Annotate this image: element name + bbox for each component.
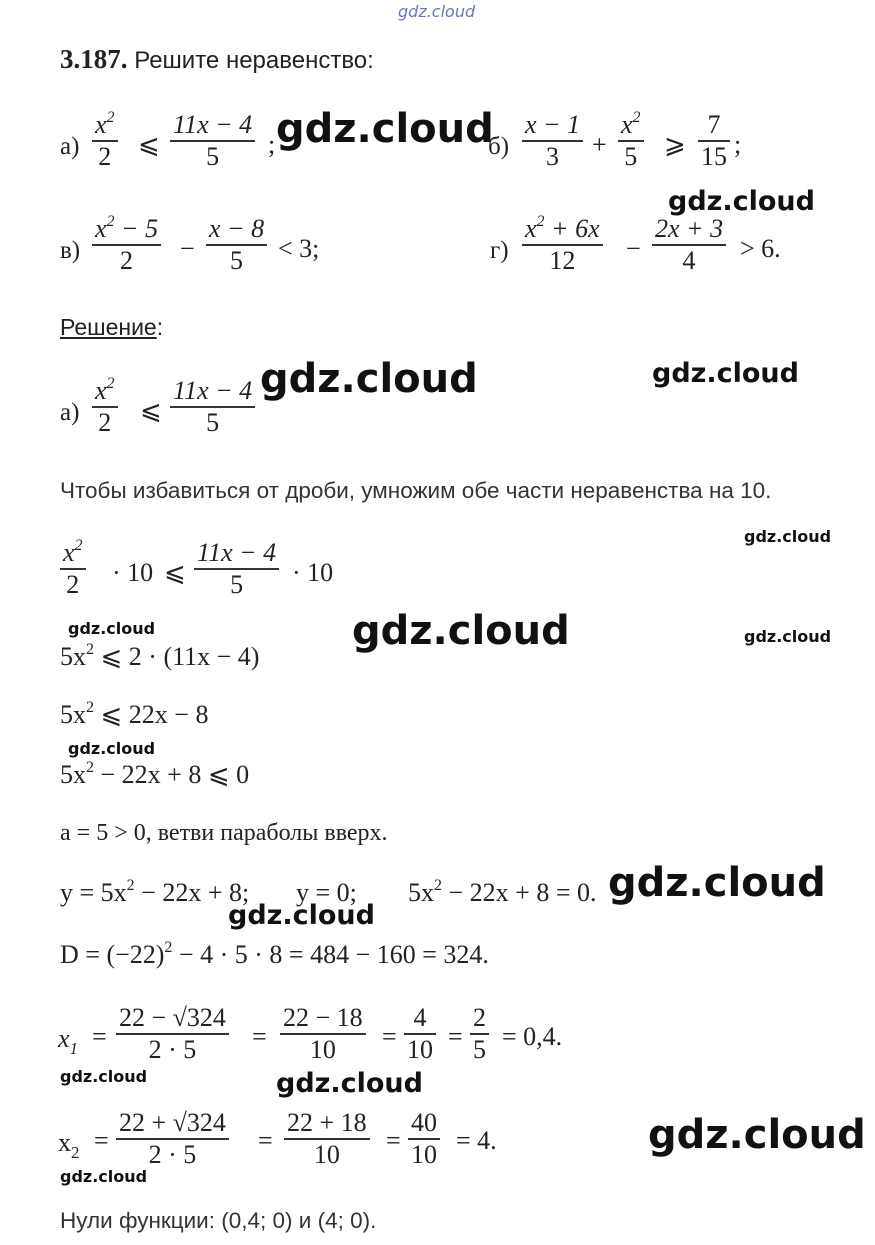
numerator: x	[63, 538, 75, 567]
equals: =	[94, 1126, 109, 1155]
watermark: gdz.cloud	[276, 106, 494, 152]
watermark: gdz.cloud	[60, 1167, 148, 1186]
fraction	[170, 376, 255, 438]
watermark: gdz.cloud	[60, 1067, 148, 1086]
result: = 0,4.	[502, 1022, 563, 1051]
relation: ⩽	[138, 130, 160, 159]
fraction	[284, 1108, 370, 1170]
numerator: x	[95, 110, 107, 139]
numerator: 2x + 3	[655, 214, 724, 243]
denominator: 5	[624, 141, 638, 171]
fraction	[404, 1003, 436, 1065]
fraction	[116, 1108, 229, 1170]
numerator: x	[95, 214, 107, 243]
discriminant-line: $D = (-22)^2 - 4 \cdot 5 \cdot 8 = 484 - 160 = 324$.	[60, 939, 489, 969]
denominator: 2	[66, 569, 80, 599]
watermark: gdz.cloud	[668, 186, 815, 217]
watermark: gdz.cloud	[352, 608, 570, 654]
numerator: x	[525, 214, 537, 243]
numerator: x	[95, 376, 107, 405]
numerator: 4	[413, 1003, 427, 1032]
equals: =	[448, 1022, 463, 1051]
exponent: 2	[632, 109, 641, 126]
denominator: 4	[682, 245, 696, 275]
solution-heading: Решение:	[60, 314, 164, 340]
fraction	[206, 214, 267, 276]
denominator: 2 · 5	[148, 1034, 197, 1064]
variable: $x_2$	[58, 1128, 80, 1162]
denominator: 2	[98, 141, 112, 171]
denominator: 2	[98, 407, 112, 437]
operator: +	[592, 130, 607, 159]
denominator: 3	[546, 141, 560, 171]
denominator: 10	[313, 1139, 340, 1169]
denominator: 5	[230, 245, 244, 275]
watermark: gdz.cloud	[276, 1068, 423, 1099]
math-line: $5x^2 - 22x + 8$ ⩽ 0	[60, 759, 250, 789]
fraction	[652, 214, 726, 276]
variable: $x_1$	[58, 1024, 79, 1058]
watermark: gdz.cloud	[68, 739, 156, 758]
exponent: 2	[106, 213, 115, 230]
exponent: 2	[74, 537, 83, 554]
exponent: 2	[536, 213, 545, 230]
watermark: gdz.cloud	[744, 627, 832, 646]
denominator: 10	[407, 1034, 433, 1064]
multiplier: · 10	[292, 558, 334, 587]
fraction	[60, 538, 86, 600]
part-label: б)	[488, 133, 510, 160]
numerator: 40	[411, 1108, 437, 1137]
relation: ⩽	[164, 558, 186, 587]
numerator: 22 + 18	[287, 1108, 367, 1137]
numerator: x	[621, 110, 633, 139]
operator: −	[626, 234, 641, 263]
relation: ⩽	[140, 396, 162, 425]
punctuation: ;	[268, 130, 276, 159]
fraction: $x^2 - 5$ 2	[92, 214, 161, 276]
fraction	[522, 110, 583, 172]
math-line: $y = 5x^2 - 22x + 8$;	[60, 877, 250, 907]
denominator: 10	[309, 1034, 336, 1064]
result: = 4.	[456, 1126, 497, 1155]
watermark: gdz.cloud	[608, 860, 826, 906]
fraction	[116, 1003, 229, 1065]
watermark: gdz.cloud	[648, 1112, 866, 1158]
watermark-top: gdz.cloud	[398, 2, 476, 21]
part-label: а)	[60, 133, 80, 160]
tail: < 3;	[278, 234, 320, 263]
denominator: 2	[120, 245, 134, 275]
equals: =	[258, 1126, 273, 1155]
equals: =	[386, 1126, 401, 1155]
numerator: 11x − 4	[173, 376, 253, 405]
zeros-line: Нули функции: (0,4; 0) и (4; 0).	[60, 1208, 377, 1233]
equals: =	[382, 1022, 397, 1051]
numerator: 7	[707, 110, 721, 139]
denominator: 12	[549, 245, 576, 275]
watermark: gdz.cloud	[260, 356, 478, 402]
numerator: 2	[473, 1003, 486, 1032]
tail: > 6.	[740, 234, 781, 263]
fraction	[92, 376, 118, 438]
fraction	[92, 110, 118, 172]
solution-text: Чтобы избавиться от дроби, умножим обе части неравенства на 10.	[60, 478, 772, 503]
watermark: gdz.cloud	[652, 358, 799, 389]
part-label: в)	[60, 237, 81, 264]
numerator: 22 − 18	[283, 1003, 363, 1032]
denominator: 5	[230, 569, 244, 599]
exponent: 2	[106, 109, 115, 126]
numerator: x − 8	[209, 214, 265, 243]
fraction	[280, 1003, 366, 1065]
problem-number: 3.187.	[60, 44, 128, 74]
fraction	[470, 1003, 489, 1065]
denominator: 5	[206, 407, 220, 437]
fraction	[170, 110, 255, 172]
equals: =	[252, 1022, 267, 1051]
part-label: г)	[490, 237, 509, 264]
fraction	[698, 110, 730, 172]
watermark: gdz.cloud	[68, 619, 156, 638]
denominator: 2 · 5	[148, 1139, 197, 1169]
math-line: $5x^2$ ⩽ 2 · (11x − 4)	[60, 641, 260, 671]
multiplier: · 10	[112, 558, 154, 587]
exponent: 2	[106, 375, 115, 392]
denominator: 15	[701, 141, 727, 171]
watermark: gdz.cloud	[228, 900, 375, 931]
watermark: gdz.cloud	[744, 527, 832, 546]
denominator: 5	[206, 141, 220, 171]
numerator: 22 − √324	[119, 1003, 226, 1032]
problem-header	[60, 44, 374, 75]
fraction	[618, 110, 644, 172]
part-label: а)	[60, 399, 80, 426]
math-line: $5x^2 - 22x + 8 = 0$.	[408, 877, 597, 907]
denominator: 10	[411, 1139, 437, 1169]
numerator: 11x − 4	[173, 110, 253, 139]
numerator: x − 1	[525, 110, 581, 139]
numerator: 11x − 4	[197, 538, 277, 567]
denominator: 5	[473, 1034, 486, 1064]
punctuation: ;	[734, 130, 742, 159]
fraction	[194, 538, 279, 600]
equals: =	[92, 1022, 107, 1051]
fraction	[408, 1108, 440, 1170]
problem-text: Решите неравенство:	[134, 47, 374, 74]
numerator: 22 + √324	[119, 1108, 226, 1137]
relation: ⩾	[664, 130, 686, 159]
math-line: y = 0;	[296, 878, 357, 907]
fraction: $x^2 + 6x$ 12	[522, 214, 603, 276]
math-line: a = 5 > 0, ветви параболы вверх.	[60, 820, 388, 846]
operator: −	[180, 234, 195, 263]
math-line: $5x^2$ ⩽ 22x − 8	[60, 699, 209, 729]
